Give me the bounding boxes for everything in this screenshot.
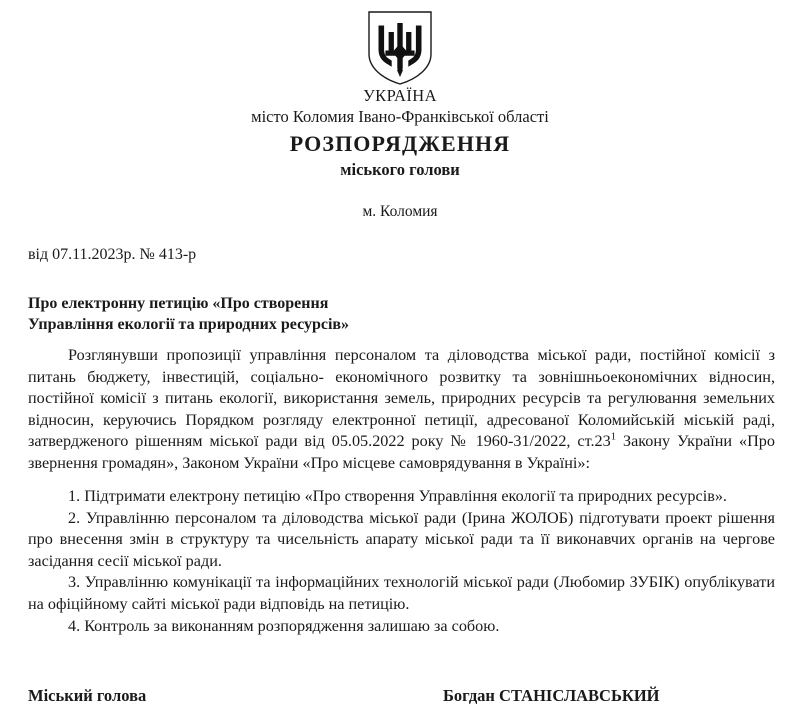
subject-line-1: Про електронну петицію «Про створення (28, 295, 329, 313)
preamble-paragraph (28, 345, 775, 474)
document-type-subtitle: міського голови (340, 159, 460, 179)
numbered-items-list (28, 486, 775, 637)
country-name: УКРАЇНА (363, 86, 437, 105)
place-of-issue: м. Коломия (362, 203, 438, 221)
document-header (0, 86, 800, 179)
preamble-text-after-superscript: Закону України «Про звернення громадян», Законом України «Про місцеве самоврядування в Україні»: (28, 432, 775, 472)
subject-line-2: Управління екології та природних ресурсів» (28, 315, 350, 333)
preamble-text-before-superscript: Розглянувши пропозиції управління персоналом та діловодства міської ради, постійної комісії з питань бюджету, інвестицій, соціально- економічного розвитку та зовнішньоекономічних відносин, постійної комісії з питань екології, використання земель, природних ресурсів та регулювання земельних відносин, керуючись Порядком розгляду електронної петиції, адресованої Коломийській міській раді, затвердженого рішенням міської ради від 05.05.2022 року № 1960-31/2022, ст.23 (28, 346, 775, 451)
city-region-name: місто Коломия Івано-Франківської області (251, 107, 549, 127)
document-body (28, 345, 775, 637)
signatory-name: Богдан СТАНІСЛАВСЬКИЙ (443, 686, 660, 705)
numbered-item: 3. Управлінню комунікації та інформаційних технологій міської ради (Любомир ЗУБІК) опублікувати на офіційному сайті міської ради відповідь на петицію. (28, 573, 775, 614)
date-and-number: від 07.11.2023р. № 413-р (28, 246, 197, 264)
numbered-item: 1. Підтримати електрону петицію «Про створення Управління екології та природних ресурсів». (68, 487, 727, 506)
document-subject (0, 294, 448, 335)
numbered-item: 2. Управлінню персоналом та діловодства міської ради (Ірина ЖОЛОБ) підготувати проект рішення про внесення змін в структуру та чисельність апарату міської ради та її виконавчих органів на чергове засідання сесії міської ради. (28, 508, 775, 570)
signatory-role: Міський голова (28, 686, 147, 705)
signature-block (28, 686, 772, 706)
document-type-title: РОЗПОРЯДЖЕННЯ (289, 130, 511, 156)
coat-of-arms-emblem (0, 0, 800, 84)
numbered-item: 4. Контроль за виконанням розпорядження залишаю за собою. (68, 616, 500, 635)
preamble-superscript-marker: 1 (610, 430, 617, 443)
